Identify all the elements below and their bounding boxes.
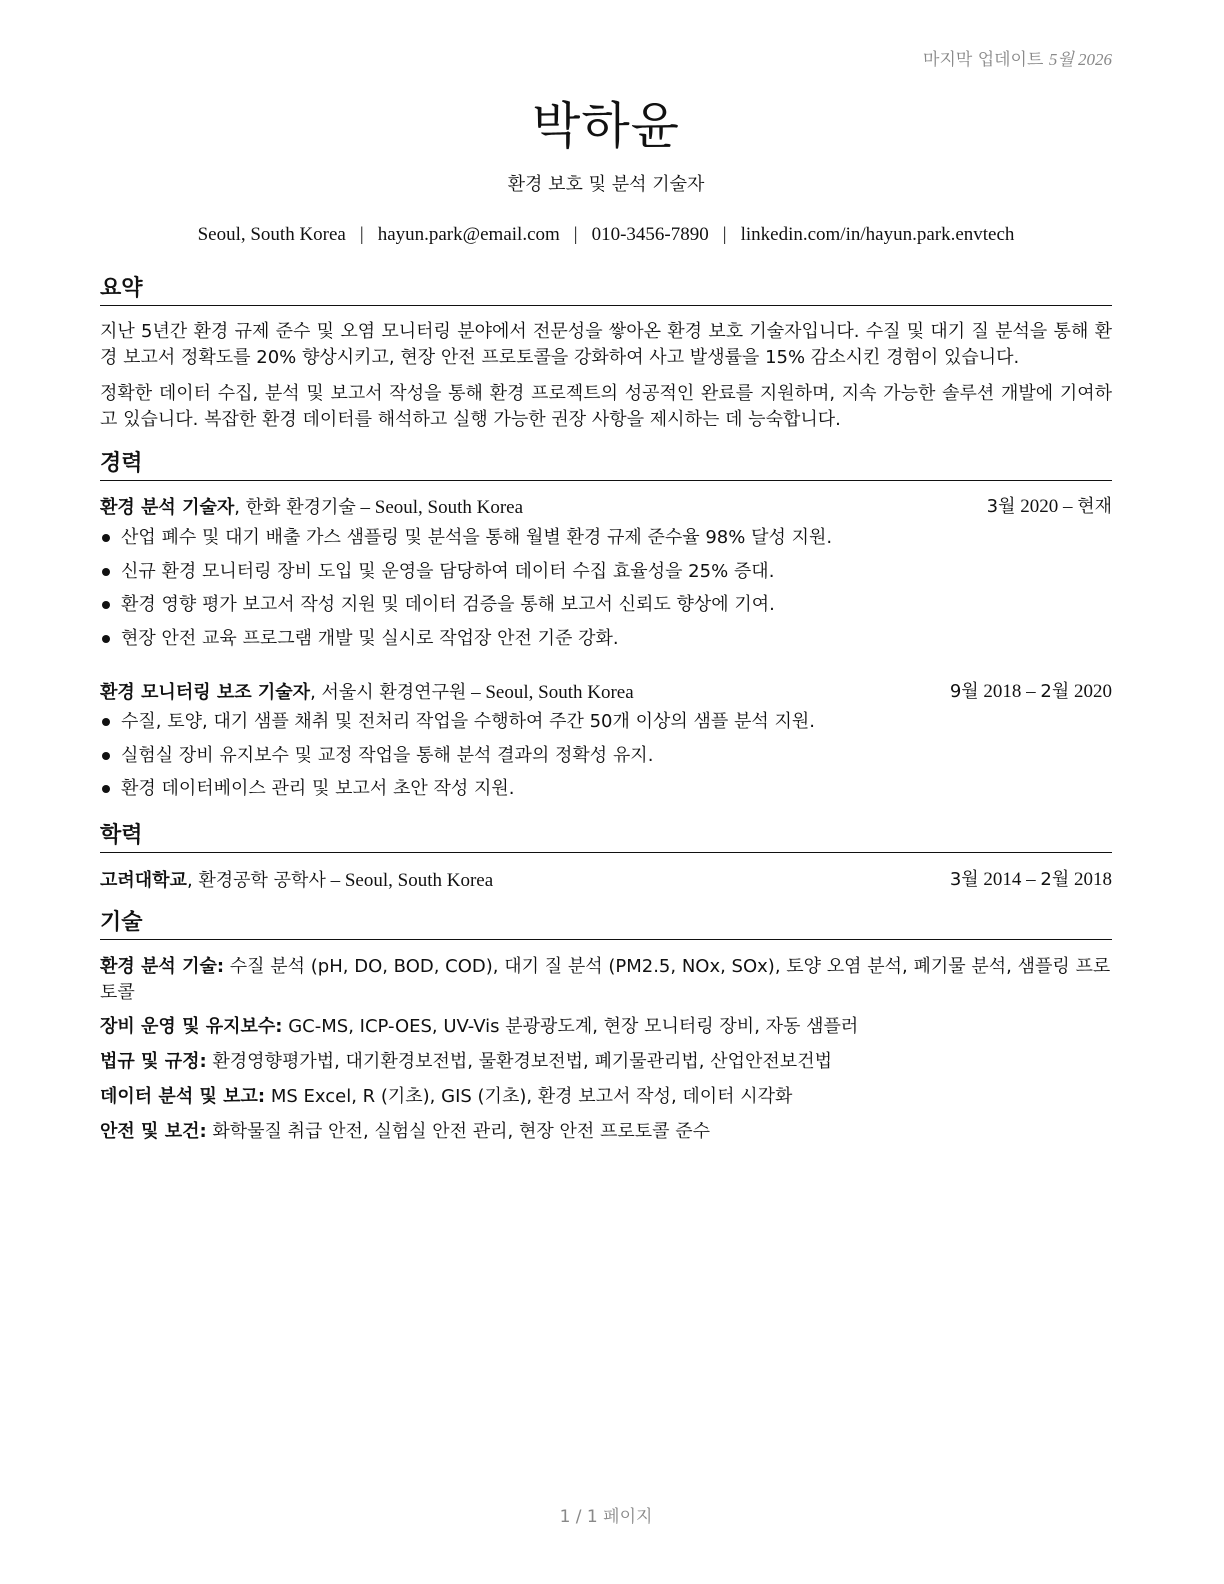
section-title-summary: 요약 bbox=[100, 275, 1112, 306]
bullet-text: 환경 데이터베이스 관리 및 보고서 초안 작성 지원. bbox=[121, 778, 515, 799]
job-location: – Seoul, South Korea bbox=[355, 497, 524, 518]
last-updated-label: 마지막 업데이트 bbox=[923, 50, 1044, 70]
list-item bbox=[100, 772, 1112, 806]
page-count: 1 / 1 bbox=[559, 1507, 598, 1527]
job-header bbox=[100, 494, 1112, 520]
job-org: , 서울시 환경연구원 bbox=[310, 682, 467, 703]
education-entry bbox=[100, 867, 1112, 893]
date-year: 2014 – bbox=[978, 869, 1041, 890]
bullet-icon bbox=[102, 534, 110, 542]
skill-line bbox=[100, 1049, 1112, 1075]
skill-label: 안전 및 보건: bbox=[100, 1121, 207, 1142]
candidate-role: 환경 보호 및 분석 기술자 bbox=[507, 174, 705, 195]
bullet-text: 수질, 토양, 대기 샘플 채취 및 전처리 작업을 수행하여 주간 50개 이상의 샘플 분석 지원. bbox=[121, 711, 815, 732]
last-updated-date: 5월 2026 bbox=[1048, 50, 1112, 69]
date-year: 2018 – bbox=[978, 681, 1041, 702]
job-title: 환경 분석 기술자 bbox=[100, 497, 235, 518]
date-month: 9월 bbox=[949, 681, 979, 702]
contact-linkedin[interactable]: linkedin.com/in/hayun.park.envtech bbox=[740, 224, 1015, 245]
skill-value: 화학물질 취급 안전, 실험실 안전 관리, 현장 안전 프로토콜 준수 bbox=[206, 1121, 711, 1142]
date-end: 현재 bbox=[1077, 496, 1112, 517]
skill-value: GC-MS, ICP-OES, UV-Vis 분광광도계, 현장 모니터링 장비, 자동 샘플러 bbox=[282, 1016, 859, 1037]
job-org: , 한화 환경기술 bbox=[234, 497, 356, 518]
contact-separator: | bbox=[359, 224, 364, 245]
date-month: 3월 bbox=[949, 869, 979, 890]
contact-location: Seoul, South Korea bbox=[197, 224, 346, 245]
job-title: 환경 모니터링 보조 기술자 bbox=[100, 682, 311, 703]
summary-paragraph: 지난 5년간 환경 규제 준수 및 오염 모니터링 분야에서 전문성을 쌓아온 환경 보호 기술자입니다. 수질 및 대기 질 분석을 통해 환경 보고서 정확도를 20% 향상시키고, 현장 안전 프로토콜을 강화하여 사고 발생률을 15% 감소시킨 경험이 있습니다. bbox=[100, 321, 1112, 368]
list-item bbox=[100, 622, 1112, 656]
contact-email[interactable]: hayun.park@email.com bbox=[377, 224, 560, 245]
skill-label: 장비 운영 및 유지보수: bbox=[100, 1016, 283, 1037]
skill-value: 환경영향평가법, 대기환경보전법, 물환경보전법, 폐기물관리법, 산업안전보건법 bbox=[206, 1051, 832, 1072]
list-item bbox=[100, 521, 1112, 555]
bullet-icon bbox=[102, 568, 110, 576]
bullet-text: 환경 영향 평가 보고서 작성 지원 및 데이터 검증을 통해 보고서 신뢰도 향상에 기여. bbox=[121, 594, 775, 615]
skill-line bbox=[100, 1014, 1112, 1040]
section-title-experience: 경력 bbox=[100, 450, 1112, 481]
page-number bbox=[100, 1502, 1112, 1527]
bullet-icon bbox=[102, 785, 110, 793]
summary-paragraph: 정확한 데이터 수집, 분석 및 보고서 작성을 통해 환경 프로젝트의 성공적인 완료를 지원하며, 지속 가능한 솔루션 개발에 기여하고 있습니다. 복잡한 환경 데이터를 해석하고 실행 가능한 권장 사항을 제시하는 데 능숙합니다. bbox=[100, 383, 1112, 430]
skill-label: 법규 및 규정: bbox=[100, 1051, 207, 1072]
contact-separator: | bbox=[722, 224, 727, 245]
skill-line bbox=[100, 1084, 1112, 1110]
skill-value: MS Excel, R (기초), GIS (기초), 환경 보고서 작성, 데이터 시각화 bbox=[265, 1086, 793, 1107]
education-dates bbox=[950, 867, 1112, 893]
bullet-text: 실험실 장비 유지보수 및 교정 작업을 통해 분석 결과의 정확성 유지. bbox=[121, 744, 654, 766]
candidate-name: 박하윤 bbox=[532, 97, 680, 155]
skill-line bbox=[100, 1119, 1112, 1145]
job-dates bbox=[950, 679, 1112, 705]
bullet-icon bbox=[102, 601, 110, 609]
job-header bbox=[100, 679, 1112, 705]
list-item bbox=[100, 705, 1112, 739]
resume-page bbox=[100, 0, 1112, 1584]
date-year: 2020 – bbox=[1015, 496, 1078, 517]
bullet-icon bbox=[102, 752, 110, 760]
contact-phone: 010-3456-7890 bbox=[591, 224, 709, 245]
bullet-text: 현장 안전 교육 프로그램 개발 및 실시로 작업장 안전 기준 강화. bbox=[121, 627, 619, 649]
job-bullets bbox=[100, 521, 1112, 655]
skill-value: 수질 분석 (pH, DO, BOD, COD), 대기 질 분석 (PM2.5, NOx, SOx), 토양 오염 분석, 폐기물 분석, 샘플링 프로토콜 bbox=[100, 956, 1111, 1003]
date-year: 2020 bbox=[1069, 681, 1112, 702]
page-label: 페이지 bbox=[597, 1507, 653, 1527]
list-item bbox=[100, 588, 1112, 622]
school-location: – Seoul, South Korea bbox=[325, 870, 494, 891]
date-month: 2월 bbox=[1040, 869, 1070, 890]
school-name: 고려대학교 bbox=[100, 870, 187, 891]
skill-line bbox=[100, 954, 1112, 1006]
list-item bbox=[100, 555, 1112, 589]
bullet-text: 산업 폐수 및 대기 배출 가스 샘플링 및 분석을 통해 월별 환경 규제 준수율 98% 달성 지원. bbox=[121, 527, 833, 548]
list-item bbox=[100, 739, 1112, 773]
skill-label: 환경 분석 기술: bbox=[100, 956, 225, 977]
last-updated bbox=[923, 45, 1112, 70]
contact-line bbox=[100, 224, 1112, 246]
skill-label: 데이터 분석 및 보고: bbox=[100, 1086, 266, 1107]
job-location: – Seoul, South Korea bbox=[466, 682, 634, 703]
date-month: 3월 bbox=[986, 496, 1016, 517]
job-bullets bbox=[100, 705, 1112, 806]
date-year: 2018 bbox=[1069, 869, 1112, 890]
section-title-skills: 기술 bbox=[100, 909, 1112, 940]
job-dates bbox=[987, 494, 1112, 520]
contact-separator: | bbox=[573, 224, 578, 245]
bullet-icon bbox=[102, 718, 110, 726]
bullet-text: 신규 환경 모니터링 장비 도입 및 운영을 담당하여 데이터 수집 효율성을 25% 증대. bbox=[121, 560, 775, 582]
section-title-education: 학력 bbox=[100, 822, 1112, 853]
bullet-icon bbox=[102, 635, 110, 643]
date-end: 2월 bbox=[1040, 681, 1070, 702]
degree: , 환경공학 공학사 bbox=[186, 870, 326, 891]
